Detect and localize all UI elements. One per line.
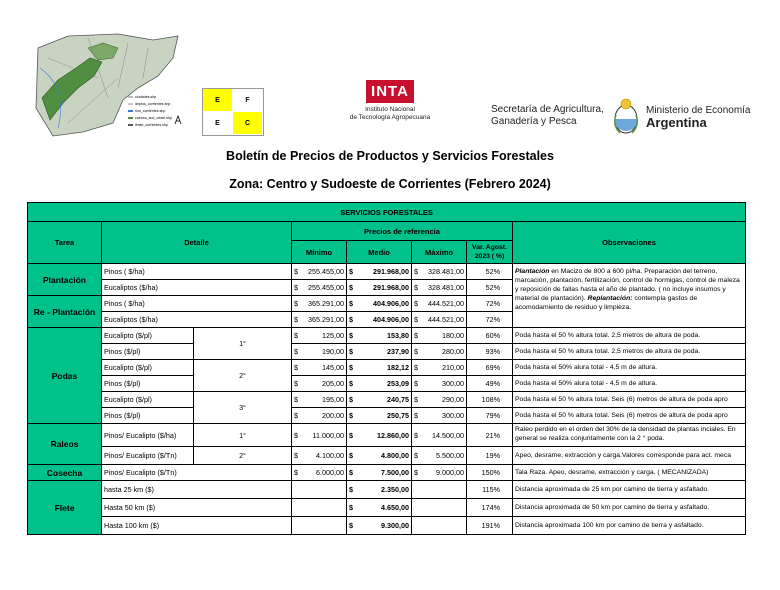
min-cell: $ 190,00 [292,344,347,360]
detalle-cell: Eucaliptos ($/ha) [102,280,292,296]
obs-cell: Apeo, desrame, extracción y carga.Valores corresponde para act. meca [513,447,746,465]
detalle-cell: Hasta 100 km ($) [102,517,292,535]
obs-cell: Distancia aproximada de 25 km por camino de tierra y asfaltado. [513,481,746,499]
detalle-cell: Eucaliptos ($/ha) [102,312,292,328]
var-cell: 19% [467,447,513,465]
med-cell: $ 2.350,00 [347,481,412,499]
obs-cell: Raleo perdido en el orden del 30% de la densidad de plantas inciales. En general se realiza conjuntamente con la 2 ° poda. [513,424,746,447]
header-tarea: Tarea [28,222,102,264]
detalle-cell: Eucalipto ($/pl) [102,328,194,344]
currency-sign: $ [349,267,353,276]
min-cell [292,481,347,499]
tarea-replantacion: Re - Plantación [28,296,102,328]
inta-logo [340,80,440,136]
table-row [28,360,746,376]
header-medio: Medio [347,241,412,264]
currency-sign: $ [294,267,298,276]
min-cell: $ 6.000,00 [292,465,347,481]
table-row [28,481,746,499]
min-cell: $ 365.291,00 [292,312,347,328]
map-legend-item: ciudades.shp [135,95,157,99]
sub-cell: 1° [194,328,292,360]
med-cell: $ 404.906,00 [347,312,412,328]
detalle-cell: Pinos/ Eucalipto ($/Tn) [102,447,194,465]
med-cell: $ 253,09 [347,376,412,392]
detalle-cell: Pinos ( $/ha) [102,296,292,312]
detalle-cell: Eucalipto ($/pl) [102,392,194,408]
detalle-cell: Eucalipto ($/pl) [102,360,194,376]
obs-cell: Distancia aproximada de 50 km por camino de tierra y asfaltado. [513,499,746,517]
med-cell: $ 250,75 [347,408,412,424]
prices-table [27,202,746,535]
detalle-cell: Hasta 50 km ($) [102,499,292,517]
med-cell: $ 237,90 [347,344,412,360]
sub-cell: 2° [194,447,292,465]
tarea-raleos: Raleos [28,424,102,465]
map-legend-item: limite_corrientes.shp [135,123,168,127]
var-cell: 72% [467,296,513,312]
table-row [28,424,746,447]
table-row [28,499,746,517]
map-legend-item: cuenca_sud_oeste.shp [135,116,172,120]
med-cell: $ 182,12 [347,360,412,376]
table-row [28,376,746,392]
inta-logo-mark: INTA [366,80,414,103]
header-detalle: Detalle [102,222,292,264]
med-cell: $ 4.650,00 [347,499,412,517]
obs-cell: Poda hasta el 50 % altura total. 2,5 metros de altura de poda. [513,344,746,360]
detalle-cell: Pinos ( $/ha) [102,264,292,280]
max-cell: $ 14.500,00 [412,424,467,447]
page-title: Boletín de Precios de Productos y Servicios Forestales [226,149,554,163]
max-cell: $ 444.521,00 [412,296,467,312]
ministerio-line2: Argentina [646,115,707,130]
detalle-cell: Pinos ($/pl) [102,344,194,360]
med-cell: $ 7.500,00 [347,465,412,481]
var-cell: 108% [467,392,513,408]
obs-cell: Distancia aproximada 100 km por camino de tierra y asfaltado. [513,517,746,535]
obs-label-replantacion: Replantación: [587,295,633,302]
header-var-line2: 2023 ( %) [474,253,505,260]
sub-cell: 2° [194,360,292,392]
med-cell: $ 291.968,00 [347,280,412,296]
min-cell: $ 365.291,00 [292,296,347,312]
sub-cell: 3° [194,392,292,424]
var-cell: 93% [467,344,513,360]
detalle-cell: hasta 25 km ($) [102,481,292,499]
table-row [28,344,746,360]
max-cell [412,499,467,517]
zone-map [28,28,188,142]
med-cell: $ 12.860,00 [347,424,412,447]
grid-cell: F [233,89,262,111]
obs-cell: Poda hasta el 50 % altura total. 2,5 metros de altura de poda. [513,328,746,344]
var-cell: 191% [467,517,513,535]
header-minimo: Mínimo [292,241,347,264]
table-row [28,392,746,408]
page-subtitle: Zona: Centro y Sudoeste de Corrientes (Febrero 2024) [229,177,551,191]
coat-of-arms-icon [612,97,640,137]
max-cell [412,517,467,535]
min-cell: $ 205,00 [292,376,347,392]
min-cell: $ 200,00 [292,408,347,424]
header-observaciones: Observaciones [513,222,746,264]
table-row [28,328,746,344]
med-cell: $ 153,80 [347,328,412,344]
max-cell: $ 300,00 [412,408,467,424]
var-cell: 150% [467,465,513,481]
sub-cell: 1° [194,424,292,447]
var-cell: 69% [467,360,513,376]
detalle-cell: Pinos/ Eucalipto ($/Tn) [102,465,292,481]
max-cell: $ 328.481,00 [412,280,467,296]
obs-cell: Poda hasta el 50 % altura total. Seis (6) metros de altura de poda apro [513,392,746,408]
min-cell: $ 145,00 [292,360,347,376]
tarea-podas: Podas [28,328,102,424]
tarea-flete: Flete [28,481,102,535]
obs-label-plantacion: Plantación [515,268,550,275]
min-cell: $ 195,00 [292,392,347,408]
var-cell: 49% [467,376,513,392]
max-cell: $ 180,00 [412,328,467,344]
var-cell: 52% [467,264,513,280]
detalle-cell: Pinos ($/pl) [102,408,194,424]
max-cell: $ 210,00 [412,360,467,376]
grid-cell: E [203,89,232,111]
max-cell: $ 444.521,00 [412,312,467,328]
detalle-cell: Pinos/ Eucalipto ($/ha) [102,424,194,447]
map-legend-item: rios_corrientes.shp [135,109,166,113]
secretaria-line2: Ganadería y Pesca [491,116,577,127]
min-cell [292,517,347,535]
var-cell: 21% [467,424,513,447]
inta-line1: Instituto Nacional [365,106,415,113]
med-cell: $ 404.906,00 [347,296,412,312]
header-maximo: Máximo [412,241,467,264]
obs-cell: Tala Raza. Apeo, desrame, extracción y carga. ( MECANIZADA) [513,465,746,481]
table-row [28,465,746,481]
secretaria-logo [491,104,604,128]
detalle-cell: Pinos ($/pl) [102,376,194,392]
var-cell: 52% [467,280,513,296]
header-var-line1: Var. Agost. [472,244,507,251]
currency-sign: $ [414,267,418,276]
max-cell [412,481,467,499]
grid-cell: C [233,112,262,134]
min-cell: $ 125,00 [292,328,347,344]
obs-plantacion: Plantación en Macizo de 800 a 600 pl/ha. Preparación del terreno, marcación, plantación, fertilización, control de hormigas, control de maleza y reposición de fallas hasta el año de plantado. ( no incluye insumos y material de plantación). Replantación: contempla gastos de acomodamiento de residuo y limpieza. [513,264,746,328]
var-cell: 174% [467,499,513,517]
var-cell: 115% [467,481,513,499]
table-row [28,408,746,424]
med-cell: $ 4.800,00 [347,447,412,465]
var-cell: 60% [467,328,513,344]
header-var [467,241,513,264]
table-row [28,447,746,465]
min-cell: $ 255.455,00 [292,280,347,296]
obs-cell: Poda hasta el 50% alura total - 4,5 m de altura. [513,360,746,376]
obs-cell: Poda hasta el 50% alura total - 4,5 m de altura. [513,376,746,392]
inta-line2: de Tecnología Agropecuaria [349,114,431,121]
ministerio-line1: Ministerio de Economía [646,105,751,116]
table-row [28,264,746,280]
max-cell: $ 280,00 [412,344,467,360]
map-legend-item: deptos_corrientes.shp [135,102,171,106]
min-cell [292,499,347,517]
med-cell: $ 240,75 [347,392,412,408]
grid-cell: E [203,112,232,134]
min-cell: $ 255.455,00 [292,264,347,280]
ministerio-logo [612,95,751,139]
med-cell: $ 9.300,00 [347,517,412,535]
max-cell: $ 5.500,00 [412,447,467,465]
section-title: SERVICIOS FORESTALES [28,203,746,222]
max-cell: $ 9.000,00 [412,465,467,481]
tarea-plantacion: Plantación [28,264,102,296]
table-row [28,517,746,535]
min-cell: $ 4.100,00 [292,447,347,465]
max-cell: $ 290,00 [412,392,467,408]
var-cell: 79% [467,408,513,424]
secretaria-line1: Secretaría de Agricultura, [491,104,604,115]
max-cell: $ 328.481,00 [412,264,467,280]
var-cell: 72% [467,312,513,328]
header-precios: Precios de referencia [292,222,513,241]
min-cell: $ 11.000,00 [292,424,347,447]
obs-cell: Poda hasta el 50 % altura total. Seis (6) metros de altura de poda apro [513,408,746,424]
legend-grid [202,88,264,136]
med-cell: $ 291.968,00 [347,264,412,280]
tarea-cosecha: Cosecha [28,465,102,481]
max-cell: $ 300,00 [412,376,467,392]
